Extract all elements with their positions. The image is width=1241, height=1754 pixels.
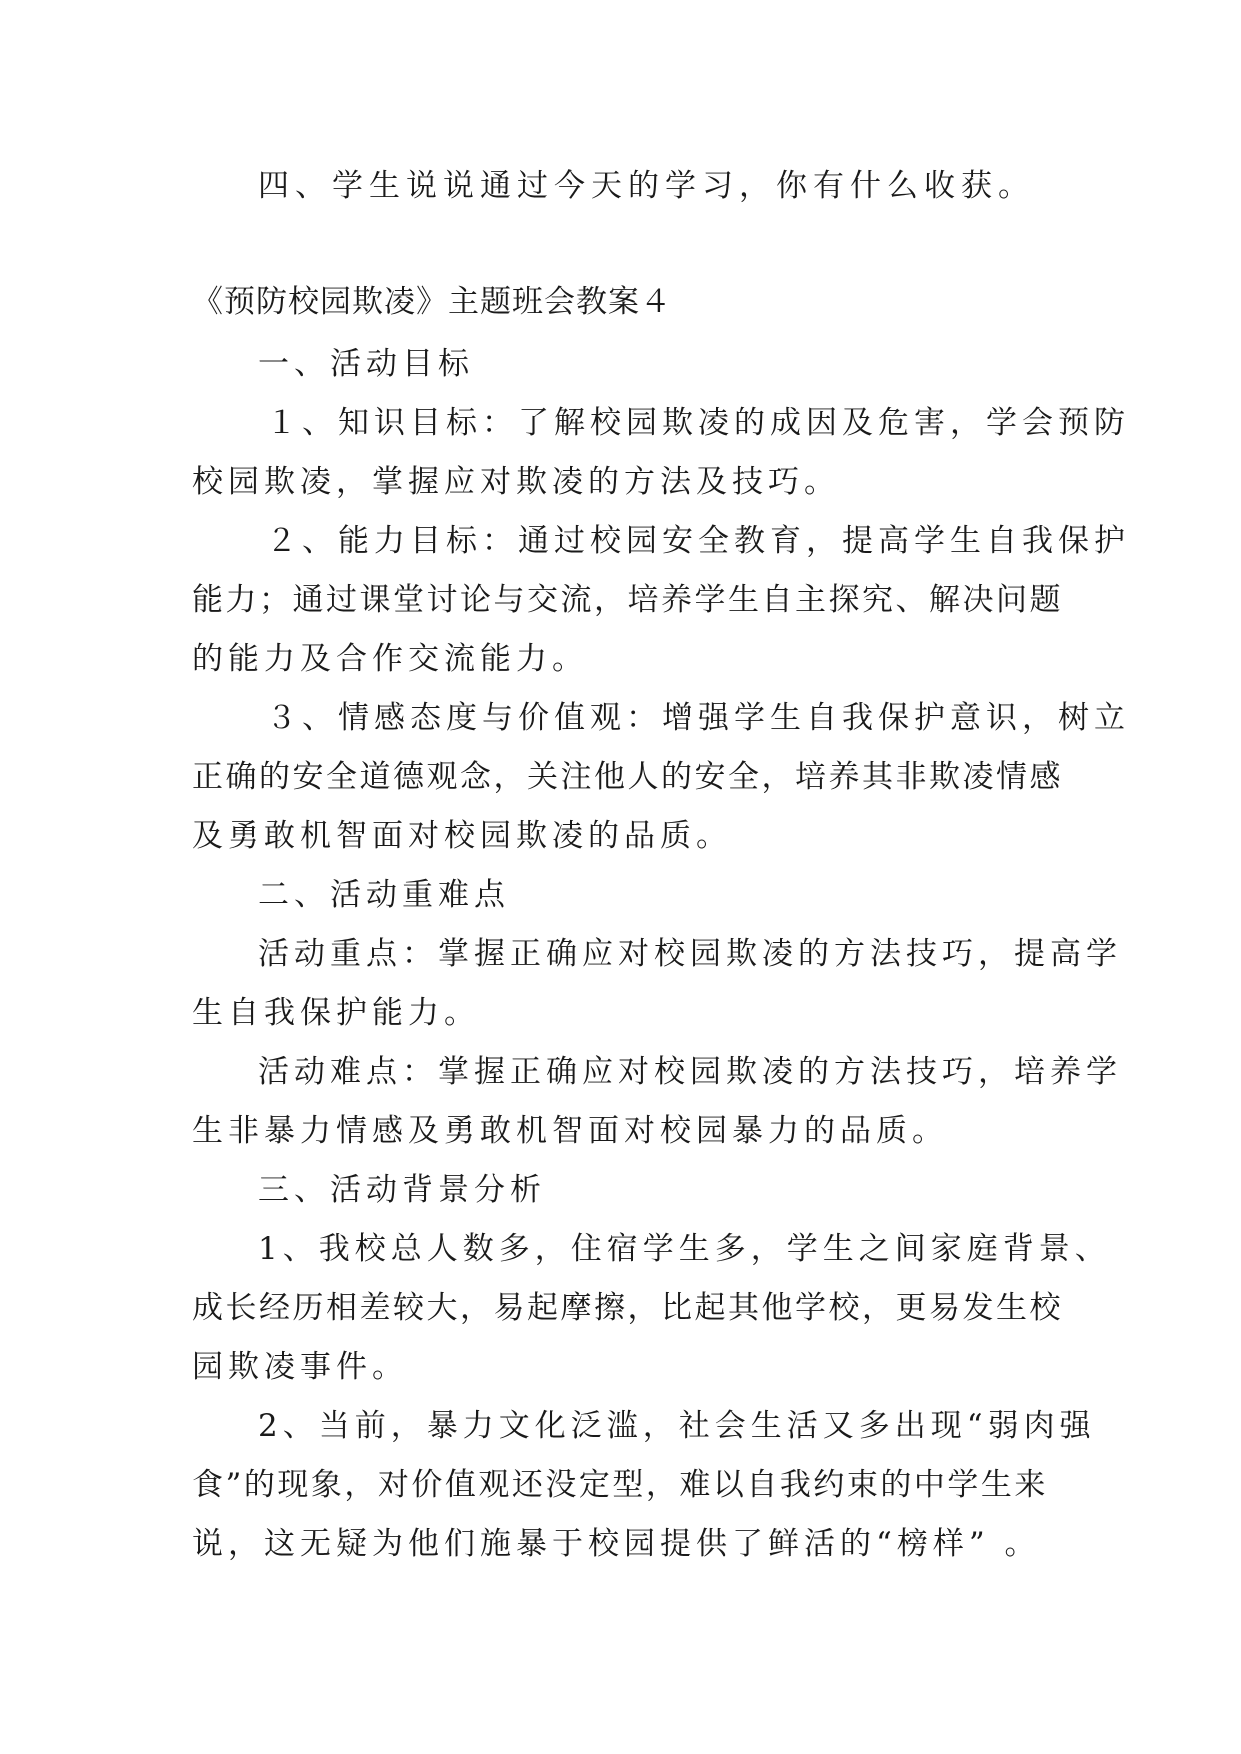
- section-heading-objectives: 一、活动目标: [258, 346, 474, 382]
- paragraph-line: 及勇敢机智面对校园欺凌的品质。: [192, 818, 732, 854]
- paragraph-line: ２、能力目标：通过校园安全教育，提高学生自我保护: [266, 523, 1130, 559]
- paragraph-line: 成长经历相差较大，易起摩擦，比起其他学校，更易发生校: [192, 1290, 1063, 1326]
- paragraph-line: 校园欺凌，掌握应对欺凌的方法及技巧。: [192, 464, 840, 500]
- section-heading-background: 三、活动背景分析: [258, 1172, 546, 1208]
- paragraph-line: 正确的安全道德观念，关注他人的安全，培养其非欺凌情感: [192, 759, 1063, 795]
- section-heading-key-points: 二、活动重难点: [258, 877, 510, 913]
- closing-question-line: 四、学生说说通过今天的学习，你有什么收获。: [258, 168, 1035, 204]
- paragraph-line: 2、当前，暴力文化泛滥，社会生活又多出现“弱肉强: [258, 1408, 1096, 1444]
- paragraph-line: 说，这无疑为他们施暴于校园提供了鲜活的“榜样” 。: [192, 1526, 1041, 1562]
- paragraph-line: 活动重点：掌握正确应对校园欺凌的方法技巧，提高学: [258, 936, 1122, 972]
- paragraph-line: １、知识目标：了解校园欺凌的成因及危害，学会预防: [266, 405, 1130, 441]
- paragraph-line: 园欺凌事件。: [192, 1349, 408, 1385]
- paragraph-line: 生非暴力情感及勇敢机智面对校园暴力的品质。: [192, 1113, 948, 1149]
- paragraph-line: 的能力及合作交流能力。: [192, 641, 588, 677]
- paragraph-line: 能力；通过课堂讨论与交流，培养学生自主探究、解决问题: [192, 582, 1063, 618]
- document-title: 《预防校园欺凌》主题班会教案４: [192, 284, 672, 320]
- paragraph-line: 活动难点：掌握正确应对校园欺凌的方法技巧，培养学: [258, 1054, 1122, 1090]
- paragraph-line: ３、情感态度与价值观：增强学生自我保护意识，树立: [266, 700, 1130, 736]
- paragraph-line: 食”的现象，对价值观还没定型，难以自我约束的中学生来: [192, 1467, 1048, 1503]
- paragraph-line: 1、我校总人数多，住宿学生多，学生之间家庭背景、: [258, 1231, 1111, 1267]
- paragraph-line: 生自我保护能力。: [192, 995, 480, 1031]
